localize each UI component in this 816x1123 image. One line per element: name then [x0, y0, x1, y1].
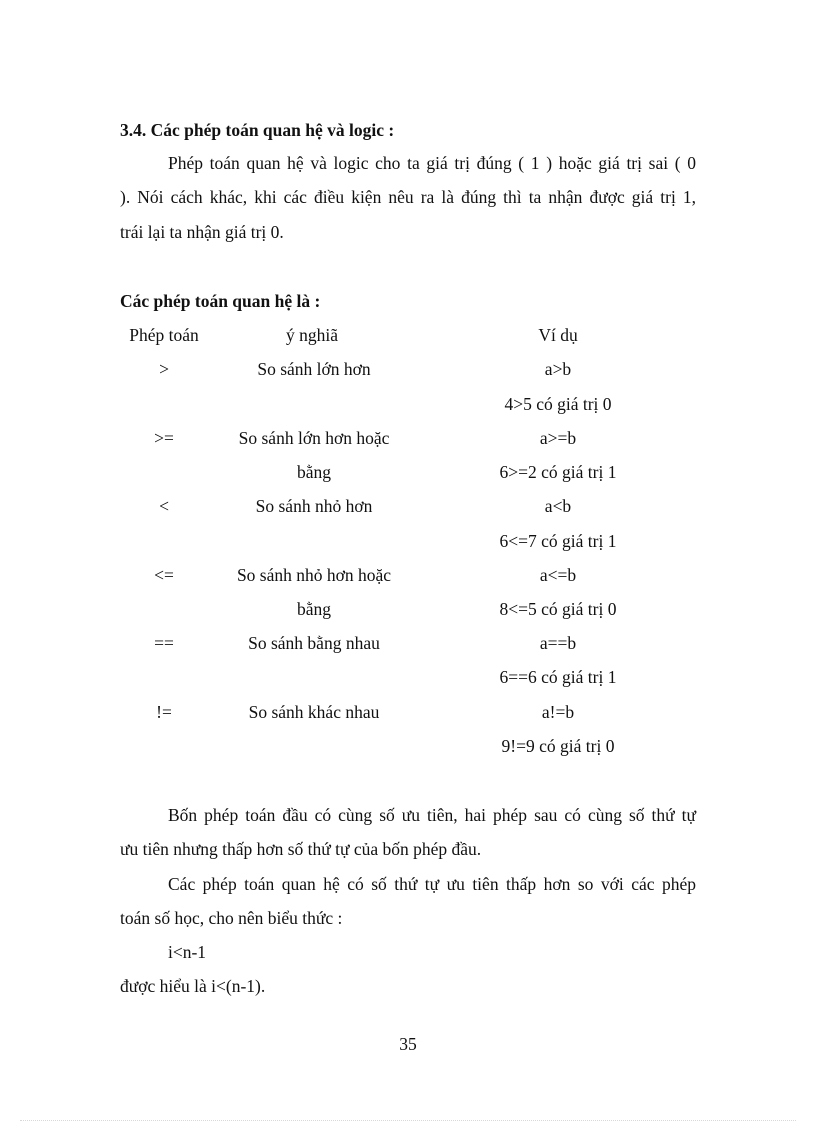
intro-line-3: trái lại ta nhận giá trị 0.: [120, 222, 284, 242]
header-operator: Phép toán: [129, 325, 199, 345]
header-meaning: ý nghiã: [285, 325, 338, 345]
row-2-meaning: So sánh lớn hơn hoặc: [238, 428, 390, 448]
row-4-meaning: So sánh nhỏ hơn hoặc: [236, 565, 392, 585]
row-5-operator: ==: [154, 633, 174, 653]
intro-line-2: ). Nói cách khác, khi các điều kiện nêu ra là đúng thì ta nhận được giá trị 1,: [120, 187, 696, 207]
row-1-example: a>b: [544, 359, 572, 379]
row-1-operator: >: [159, 359, 169, 379]
expression-explanation: được hiểu là i<(n-1).: [120, 976, 266, 996]
row-5-meaning: So sánh bằng nhau: [248, 633, 380, 653]
page-number: 35: [399, 1034, 417, 1054]
row-3-meaning: So sánh nhỏ hơn: [255, 496, 373, 516]
precedence-line-2: ưu tiên nhưng thấp hơn số thứ tự của bốn phép đầu.: [120, 839, 482, 859]
row-2-meaning-cont: bằng: [296, 462, 332, 482]
row-4-meaning-cont: bằng: [296, 599, 332, 619]
header-example: Ví dụ: [538, 325, 578, 345]
row-3-example: a<b: [544, 496, 572, 516]
intro-line-1: Phép toán quan hệ và logic cho ta giá trị đúng ( 1 ) hoặc giá trị sai ( 0: [168, 153, 696, 173]
row-2-operator: >=: [154, 428, 174, 448]
row-3-operator: <: [159, 496, 169, 516]
row-4-operator: <=: [154, 565, 174, 585]
row-4-example-result: 8<=5 có giá trị 0: [499, 599, 617, 619]
row-1-example-result: 4>5 có giá trị 0: [504, 394, 612, 414]
row-5-example-result: 6==6 có giá trị 1: [499, 667, 617, 687]
row-6-example-result: 9!=9 có giá trị 0: [501, 736, 615, 756]
precedence-line-1: Bốn phép toán đầu có cùng số ưu tiên, hai phép sau có cùng số thứ tự: [168, 805, 696, 825]
section-heading: 3.4. Các phép toán quan hệ và logic :: [120, 120, 395, 140]
row-1-meaning: So sánh lớn hơn: [257, 359, 371, 379]
arith-line-1: Các phép toán quan hệ có số thứ tự ưu tiên thấp hơn so với các phép: [168, 874, 696, 894]
row-5-example: a==b: [539, 633, 577, 653]
row-2-example-result: 6>=2 có giá trị 1: [499, 462, 617, 482]
page-bottom-divider: [20, 1120, 796, 1121]
relational-heading: Các phép toán quan hệ là :: [120, 291, 321, 311]
row-4-example: a<=b: [539, 565, 577, 585]
arith-line-2: toán số học, cho nên biểu thức :: [120, 908, 343, 928]
row-6-meaning: So sánh khác nhau: [248, 702, 380, 722]
row-6-operator: !=: [156, 702, 172, 722]
row-2-example: a>=b: [539, 428, 577, 448]
row-3-example-result: 6<=7 có giá trị 1: [499, 531, 617, 551]
row-6-example: a!=b: [541, 702, 575, 722]
expression-example: i<n-1: [168, 942, 207, 962]
